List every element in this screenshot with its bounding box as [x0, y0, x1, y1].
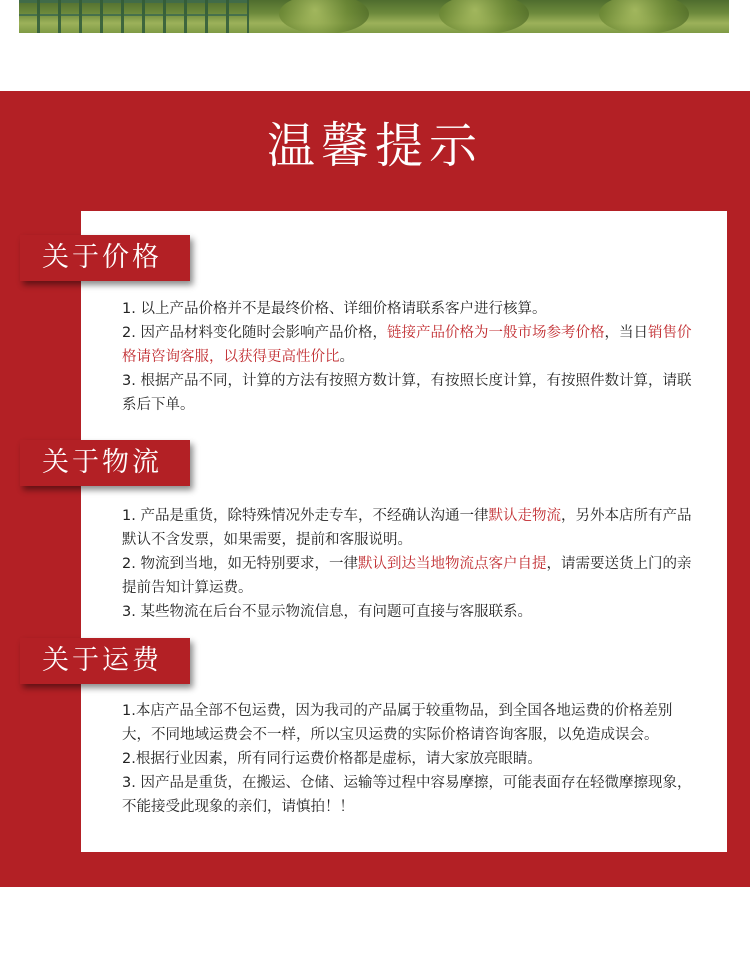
item-text: 1.本店产品全部不包运费，因为我司的产品属于较重物品，到全国各地运费的价格差别大，不同地域运费会不一样，所以宝贝运费的实际价格请咨询客服，以免造成误会。: [122, 703, 673, 743]
product-photo-strip: [19, 0, 729, 33]
list-item: [122, 699, 694, 747]
page-title: 温馨提示: [266, 118, 483, 174]
item-text: 3. 某些物流在后台不显示物流信息，有问题可直接与客服联系。: [122, 604, 532, 620]
item-text: 3. 因产品是重货，在搬运、仓储、运输等过程中容易摩擦，可能表面存在轻微摩擦现象，不能接受此现象的亲们，请慎拍！！: [122, 775, 692, 815]
shipping-fee-notice-list: [122, 699, 694, 819]
item-highlight: 默认走物流: [488, 508, 561, 524]
list-item: [122, 771, 694, 819]
item-text: ，另外本店所有产品默认不含发票，如果需要，提前和客服说明。: [122, 508, 692, 548]
shrub-image: [599, 0, 689, 33]
list-item: [122, 297, 694, 321]
list-item: [122, 747, 694, 771]
item-text: ，当日: [604, 325, 648, 341]
item-text: ，请需要送货上门的亲提前告知计算运费。: [122, 556, 692, 596]
item-text: 3. 根据产品不同，计算的方法有按照方数计算，有按照长度计算，有按照件数计算，请联系后下单。: [122, 373, 692, 413]
item-text: 2.根据行业因素，所有同行运费价格都是虚标，请大家放亮眼睛。: [122, 751, 542, 767]
item-text: 2. 因产品材料变化随时会影响产品价格，: [122, 325, 387, 341]
price-notice-list: [122, 297, 694, 417]
item-text: 2. 物流到当地，如无特别要求，一律: [122, 556, 358, 572]
list-item: [122, 369, 694, 417]
list-item: [122, 600, 694, 624]
item-text: 1. 产品是重货，除特殊情况外走专车，不经确认沟通一律: [122, 508, 489, 524]
list-item: [122, 552, 694, 600]
section-label-price: 关于价格: [20, 235, 190, 281]
shrub-image: [279, 0, 369, 33]
item-text: 。: [339, 349, 354, 365]
item-text: 1. 以上产品价格并不是最终价格、详细价格请联系客户进行核算。: [122, 301, 547, 317]
list-item: [122, 504, 694, 552]
fence-image: [19, 0, 249, 33]
section-label-logistics: 关于物流: [20, 440, 190, 486]
list-item: [122, 321, 694, 369]
shrub-image: [439, 0, 529, 33]
item-highlight: 链接产品价格为一般市场参考价格: [386, 325, 605, 341]
logistics-notice-list: [122, 504, 694, 624]
item-highlight: 销售价格请咨询客服，以获得更高性价比: [122, 325, 692, 365]
item-highlight: 默认到达当地物流点客户自提: [357, 556, 547, 572]
section-label-shipping-fee: 关于运费: [20, 638, 190, 684]
